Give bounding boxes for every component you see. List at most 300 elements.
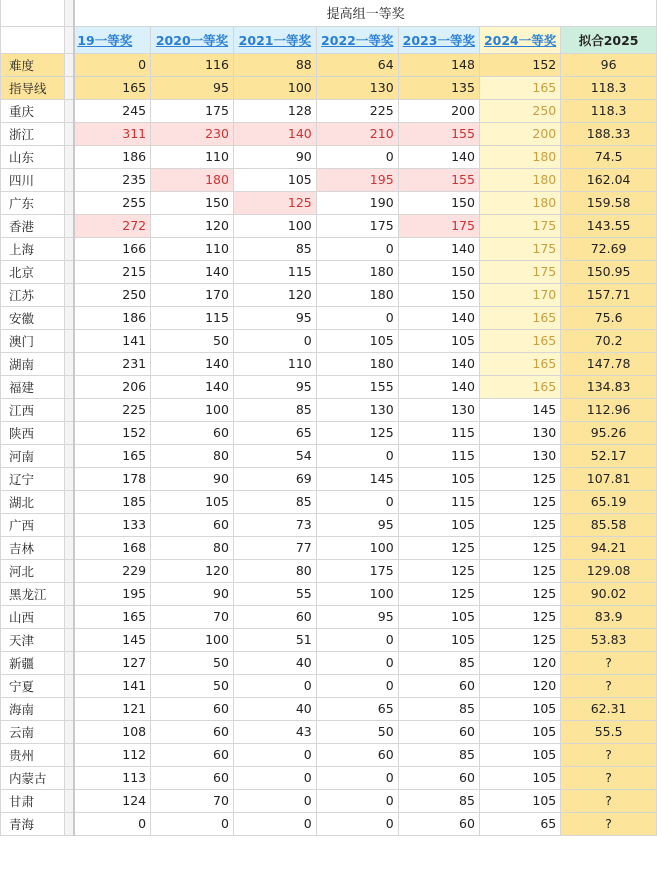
- value-cell[interactable]: 80: [151, 444, 234, 467]
- table-row: [1, 559, 657, 582]
- value-cell[interactable]: 105: [479, 720, 560, 743]
- value-cell[interactable]: 0: [233, 329, 316, 352]
- value-cell[interactable]: 85: [398, 743, 479, 766]
- value-cell[interactable]: 180: [479, 168, 560, 191]
- value-cell[interactable]: 165: [479, 76, 560, 99]
- province-name-cell[interactable]: 云南: [1, 720, 65, 743]
- value-cell[interactable]: 60: [398, 766, 479, 789]
- value-cell[interactable]: 165: [479, 329, 560, 352]
- value-cell[interactable]: 60: [398, 720, 479, 743]
- fit-2025-cell[interactable]: 118.3: [561, 99, 657, 122]
- value-cell[interactable]: 0: [74, 53, 150, 76]
- value-cell[interactable]: 105: [479, 743, 560, 766]
- value-cell[interactable]: 135: [398, 76, 479, 99]
- fit-2025-cell[interactable]: 55.5: [561, 720, 657, 743]
- province-name-cell[interactable]: 重庆: [1, 99, 65, 122]
- value-cell[interactable]: 60: [151, 766, 234, 789]
- value-cell[interactable]: 165: [74, 76, 150, 99]
- value-cell[interactable]: 60: [233, 605, 316, 628]
- corner-cell[interactable]: [1, 26, 65, 53]
- value-cell[interactable]: 0: [233, 674, 316, 697]
- value-cell[interactable]: 113: [74, 766, 150, 789]
- value-cell[interactable]: 80: [151, 536, 234, 559]
- value-cell[interactable]: 0: [316, 651, 398, 674]
- value-cell[interactable]: 105: [151, 490, 234, 513]
- value-cell[interactable]: 120: [479, 674, 560, 697]
- fit-2025-cell[interactable]: 94.21: [561, 536, 657, 559]
- value-cell[interactable]: 125: [479, 605, 560, 628]
- fit-2025-cell[interactable]: 74.5: [561, 145, 657, 168]
- value-cell[interactable]: 141: [74, 329, 150, 352]
- value-cell[interactable]: 125: [398, 559, 479, 582]
- value-cell[interactable]: 229: [74, 559, 150, 582]
- value-cell[interactable]: 105: [479, 766, 560, 789]
- value-cell[interactable]: 124: [74, 789, 150, 812]
- value-cell[interactable]: 272: [74, 214, 150, 237]
- value-cell[interactable]: 0: [316, 789, 398, 812]
- value-cell[interactable]: 180: [479, 145, 560, 168]
- value-cell[interactable]: 100: [233, 76, 316, 99]
- value-cell[interactable]: 145: [74, 628, 150, 651]
- fit-2025-cell[interactable]: 53.83: [561, 628, 657, 651]
- value-cell[interactable]: 125: [479, 513, 560, 536]
- value-cell[interactable]: 0: [233, 766, 316, 789]
- value-cell[interactable]: 141: [74, 674, 150, 697]
- value-cell[interactable]: 165: [74, 444, 150, 467]
- province-name-cell[interactable]: 上海: [1, 237, 65, 260]
- value-cell[interactable]: 60: [151, 743, 234, 766]
- fit-2025-cell[interactable]: 75.6: [561, 306, 657, 329]
- value-cell[interactable]: 70: [151, 789, 234, 812]
- value-cell[interactable]: 140: [398, 306, 479, 329]
- value-cell[interactable]: 128: [233, 99, 316, 122]
- value-cell[interactable]: 50: [151, 329, 234, 352]
- value-cell[interactable]: 85: [398, 651, 479, 674]
- value-cell[interactable]: 150: [398, 283, 479, 306]
- value-cell[interactable]: 51: [233, 628, 316, 651]
- value-cell[interactable]: 112: [74, 743, 150, 766]
- value-cell[interactable]: 116: [151, 53, 234, 76]
- fit-2025-cell[interactable]: 72.69: [561, 237, 657, 260]
- value-cell[interactable]: 168: [74, 536, 150, 559]
- table-row: [1, 651, 657, 674]
- value-cell[interactable]: 90: [233, 145, 316, 168]
- value-cell[interactable]: 43: [233, 720, 316, 743]
- value-cell[interactable]: 231: [74, 352, 150, 375]
- table-row: [1, 283, 657, 306]
- value-cell[interactable]: 150: [151, 191, 234, 214]
- value-cell[interactable]: 165: [479, 306, 560, 329]
- value-cell[interactable]: 120: [233, 283, 316, 306]
- value-cell[interactable]: 170: [479, 283, 560, 306]
- table-row: [1, 513, 657, 536]
- value-cell[interactable]: 206: [74, 375, 150, 398]
- value-cell[interactable]: 125: [479, 467, 560, 490]
- province-name-cell[interactable]: 澳门: [1, 329, 65, 352]
- value-cell[interactable]: 125: [398, 582, 479, 605]
- value-cell[interactable]: 0: [316, 766, 398, 789]
- value-cell[interactable]: 255: [74, 191, 150, 214]
- value-cell[interactable]: 0: [316, 628, 398, 651]
- value-cell[interactable]: 105: [398, 628, 479, 651]
- fit-2025-cell[interactable]: ?: [561, 766, 657, 789]
- value-cell[interactable]: 110: [233, 352, 316, 375]
- value-cell[interactable]: 100: [316, 582, 398, 605]
- corner-cell[interactable]: [1, 0, 65, 26]
- header-row: [1, 26, 657, 53]
- value-cell[interactable]: 125: [479, 536, 560, 559]
- gutter-cell: [65, 398, 75, 421]
- value-cell[interactable]: 175: [479, 260, 560, 283]
- province-name-cell[interactable]: 难度: [1, 53, 65, 76]
- table-row: [1, 605, 657, 628]
- value-cell[interactable]: 133: [74, 513, 150, 536]
- value-cell[interactable]: 100: [151, 628, 234, 651]
- value-cell[interactable]: 105: [398, 513, 479, 536]
- value-cell[interactable]: 77: [233, 536, 316, 559]
- value-cell[interactable]: 95: [151, 76, 234, 99]
- value-cell[interactable]: 95: [233, 375, 316, 398]
- value-cell[interactable]: 230: [151, 122, 234, 145]
- value-cell[interactable]: 65: [479, 812, 560, 835]
- value-cell[interactable]: 250: [479, 99, 560, 122]
- province-name-cell[interactable]: 湖北: [1, 490, 65, 513]
- fit-2025-cell[interactable]: 65.19: [561, 490, 657, 513]
- value-cell[interactable]: 175: [479, 214, 560, 237]
- value-cell[interactable]: 125: [316, 421, 398, 444]
- value-cell[interactable]: 127: [74, 651, 150, 674]
- province-name-cell[interactable]: 河南: [1, 444, 65, 467]
- gutter-cell: [65, 214, 75, 237]
- value-cell[interactable]: 120: [151, 214, 234, 237]
- province-name-cell[interactable]: 山东: [1, 145, 65, 168]
- value-cell[interactable]: 0: [233, 812, 316, 835]
- value-cell[interactable]: 180: [316, 260, 398, 283]
- value-cell[interactable]: 175: [316, 559, 398, 582]
- value-cell[interactable]: 105: [398, 329, 479, 352]
- value-cell[interactable]: 145: [316, 467, 398, 490]
- value-cell[interactable]: 125: [479, 582, 560, 605]
- value-cell[interactable]: 108: [74, 720, 150, 743]
- table-row: [1, 375, 657, 398]
- province-name-cell[interactable]: 宁夏: [1, 674, 65, 697]
- value-cell[interactable]: 245: [74, 99, 150, 122]
- header-2023[interactable]: 2023一等奖: [398, 26, 479, 53]
- value-cell[interactable]: 60: [151, 513, 234, 536]
- fit-2025-cell[interactable]: 62.31: [561, 697, 657, 720]
- value-cell[interactable]: 175: [398, 214, 479, 237]
- value-cell[interactable]: 140: [233, 122, 316, 145]
- value-cell[interactable]: 120: [479, 651, 560, 674]
- value-cell[interactable]: 125: [398, 536, 479, 559]
- province-name-cell[interactable]: 福建: [1, 375, 65, 398]
- value-cell[interactable]: 105: [479, 789, 560, 812]
- value-cell[interactable]: 0: [316, 674, 398, 697]
- fit-2025-cell[interactable]: 118.3: [561, 76, 657, 99]
- value-cell[interactable]: 200: [398, 99, 479, 122]
- value-cell[interactable]: 150: [398, 191, 479, 214]
- value-cell[interactable]: 90: [151, 467, 234, 490]
- province-name-cell[interactable]: 贵州: [1, 743, 65, 766]
- value-cell[interactable]: 65: [316, 697, 398, 720]
- province-name-cell[interactable]: 新疆: [1, 651, 65, 674]
- fit-2025-cell[interactable]: 188.33: [561, 122, 657, 145]
- value-cell[interactable]: 225: [316, 99, 398, 122]
- value-cell[interactable]: 0: [233, 789, 316, 812]
- value-cell[interactable]: 170: [151, 283, 234, 306]
- value-cell[interactable]: 0: [316, 444, 398, 467]
- gutter-cell: [65, 237, 75, 260]
- province-name-cell[interactable]: 四川: [1, 168, 65, 191]
- value-cell[interactable]: 140: [151, 352, 234, 375]
- value-cell[interactable]: 175: [316, 214, 398, 237]
- value-cell[interactable]: 148: [398, 53, 479, 76]
- province-name-cell[interactable]: 吉林: [1, 536, 65, 559]
- value-cell[interactable]: 0: [233, 743, 316, 766]
- fit-2025-cell[interactable]: ?: [561, 651, 657, 674]
- fit-2025-cell[interactable]: 70.2: [561, 329, 657, 352]
- value-cell[interactable]: 95: [233, 306, 316, 329]
- value-cell[interactable]: 186: [74, 306, 150, 329]
- fit-2025-cell[interactable]: 52.17: [561, 444, 657, 467]
- fit-2025-cell[interactable]: 150.95: [561, 260, 657, 283]
- fit-2025-cell[interactable]: 159.58: [561, 191, 657, 214]
- value-cell[interactable]: 150: [398, 260, 479, 283]
- value-cell[interactable]: 0: [316, 490, 398, 513]
- table-row: [1, 122, 657, 145]
- value-cell[interactable]: 0: [74, 812, 150, 835]
- province-name-cell[interactable]: 山西: [1, 605, 65, 628]
- value-cell[interactable]: 215: [74, 260, 150, 283]
- value-cell[interactable]: 85: [233, 237, 316, 260]
- value-cell[interactable]: 125: [479, 490, 560, 513]
- gutter-cell: [65, 720, 75, 743]
- province-name-cell[interactable]: 浙江: [1, 122, 65, 145]
- value-cell[interactable]: 0: [316, 145, 398, 168]
- province-name-cell[interactable]: 内蒙古: [1, 766, 65, 789]
- value-cell[interactable]: 155: [398, 168, 479, 191]
- fit-2025-cell[interactable]: ?: [561, 812, 657, 835]
- value-cell[interactable]: 60: [151, 697, 234, 720]
- value-cell[interactable]: 210: [316, 122, 398, 145]
- table-row: [1, 421, 657, 444]
- value-cell[interactable]: 140: [398, 352, 479, 375]
- value-cell[interactable]: 69: [233, 467, 316, 490]
- province-name-cell[interactable]: 陕西: [1, 421, 65, 444]
- value-cell[interactable]: 140: [398, 237, 479, 260]
- value-cell[interactable]: 180: [316, 352, 398, 375]
- value-cell[interactable]: 130: [316, 398, 398, 421]
- province-name-cell[interactable]: 江苏: [1, 283, 65, 306]
- value-cell[interactable]: 155: [398, 122, 479, 145]
- value-cell[interactable]: 40: [233, 697, 316, 720]
- value-cell[interactable]: 121: [74, 697, 150, 720]
- fit-2025-cell[interactable]: 107.81: [561, 467, 657, 490]
- value-cell[interactable]: 152: [74, 421, 150, 444]
- value-cell[interactable]: 115: [398, 444, 479, 467]
- value-cell[interactable]: 225: [74, 398, 150, 421]
- value-cell[interactable]: 166: [74, 237, 150, 260]
- fit-2025-cell[interactable]: 90.02: [561, 582, 657, 605]
- province-name-cell[interactable]: 江西: [1, 398, 65, 421]
- value-cell[interactable]: 80: [233, 559, 316, 582]
- header-2024[interactable]: 2024一等奖: [479, 26, 560, 53]
- province-name-cell[interactable]: 广东: [1, 191, 65, 214]
- header-2022[interactable]: 2022一等奖: [316, 26, 398, 53]
- fit-2025-cell[interactable]: 157.71: [561, 283, 657, 306]
- value-cell[interactable]: 130: [398, 398, 479, 421]
- value-cell[interactable]: 105: [233, 168, 316, 191]
- value-cell[interactable]: 125: [479, 559, 560, 582]
- value-cell[interactable]: 180: [479, 191, 560, 214]
- value-cell[interactable]: 165: [74, 605, 150, 628]
- value-cell[interactable]: 186: [74, 145, 150, 168]
- header-2019[interactable]: 19一等奖: [74, 26, 150, 53]
- value-cell[interactable]: 175: [151, 99, 234, 122]
- fit-2025-cell[interactable]: 143.55: [561, 214, 657, 237]
- value-cell[interactable]: 178: [74, 467, 150, 490]
- value-cell[interactable]: 105: [316, 329, 398, 352]
- province-name-cell[interactable]: 香港: [1, 214, 65, 237]
- table-row: [1, 720, 657, 743]
- value-cell[interactable]: 120: [151, 559, 234, 582]
- value-cell[interactable]: 165: [479, 352, 560, 375]
- value-cell[interactable]: 50: [151, 651, 234, 674]
- province-name-cell[interactable]: 青海: [1, 812, 65, 835]
- value-cell[interactable]: 195: [74, 582, 150, 605]
- value-cell[interactable]: 110: [151, 145, 234, 168]
- value-cell[interactable]: 130: [479, 444, 560, 467]
- fit-2025-cell[interactable]: 147.78: [561, 352, 657, 375]
- fit-2025-cell[interactable]: 112.96: [561, 398, 657, 421]
- value-cell[interactable]: 180: [151, 168, 234, 191]
- value-cell[interactable]: 60: [398, 674, 479, 697]
- value-cell[interactable]: 0: [151, 812, 234, 835]
- value-cell[interactable]: 311: [74, 122, 150, 145]
- value-cell[interactable]: 115: [233, 260, 316, 283]
- table-row: [1, 53, 657, 76]
- fit-2025-cell[interactable]: 129.08: [561, 559, 657, 582]
- value-cell[interactable]: 250: [74, 283, 150, 306]
- value-cell[interactable]: 125: [233, 191, 316, 214]
- fit-2025-cell[interactable]: ?: [561, 789, 657, 812]
- value-cell[interactable]: 65: [233, 421, 316, 444]
- value-cell[interactable]: 140: [398, 145, 479, 168]
- value-cell[interactable]: 54: [233, 444, 316, 467]
- value-cell[interactable]: 185: [74, 490, 150, 513]
- value-cell[interactable]: 130: [479, 421, 560, 444]
- value-cell[interactable]: 180: [316, 283, 398, 306]
- value-cell[interactable]: 155: [316, 375, 398, 398]
- province-name-cell[interactable]: 河北: [1, 559, 65, 582]
- value-cell[interactable]: 90: [151, 582, 234, 605]
- gutter-cell: [65, 743, 75, 766]
- sheet-title[interactable]: 提高组一等奖: [74, 0, 656, 26]
- value-cell[interactable]: 100: [151, 398, 234, 421]
- province-name-cell[interactable]: 湖南: [1, 352, 65, 375]
- value-cell[interactable]: 0: [316, 237, 398, 260]
- value-cell[interactable]: 195: [316, 168, 398, 191]
- value-cell[interactable]: 50: [151, 674, 234, 697]
- value-cell[interactable]: 105: [479, 697, 560, 720]
- fit-2025-cell[interactable]: 134.83: [561, 375, 657, 398]
- value-cell[interactable]: 85: [398, 697, 479, 720]
- value-cell[interactable]: 235: [74, 168, 150, 191]
- value-cell[interactable]: 55: [233, 582, 316, 605]
- table-row: [1, 260, 657, 283]
- value-cell[interactable]: 85: [398, 789, 479, 812]
- value-cell[interactable]: 100: [233, 214, 316, 237]
- gutter-cell: [65, 490, 75, 513]
- value-cell[interactable]: 145: [479, 398, 560, 421]
- value-cell[interactable]: 60: [151, 421, 234, 444]
- fit-2025-cell[interactable]: 96: [561, 53, 657, 76]
- value-cell[interactable]: 64: [316, 53, 398, 76]
- fit-2025-cell[interactable]: 95.26: [561, 421, 657, 444]
- value-cell[interactable]: 130: [316, 76, 398, 99]
- value-cell[interactable]: 0: [316, 812, 398, 835]
- fit-2025-cell[interactable]: ?: [561, 743, 657, 766]
- value-cell[interactable]: 152: [479, 53, 560, 76]
- province-name-cell[interactable]: 甘肃: [1, 789, 65, 812]
- value-cell[interactable]: 140: [398, 375, 479, 398]
- value-cell[interactable]: 115: [398, 490, 479, 513]
- header-2020[interactable]: 2020一等奖: [151, 26, 234, 53]
- value-cell[interactable]: 0: [316, 306, 398, 329]
- header-fit-2025[interactable]: 拟合2025: [561, 26, 657, 53]
- value-cell[interactable]: 105: [398, 467, 479, 490]
- value-cell[interactable]: 110: [151, 237, 234, 260]
- value-cell[interactable]: 175: [479, 237, 560, 260]
- fit-2025-cell[interactable]: ?: [561, 674, 657, 697]
- value-cell[interactable]: 40: [233, 651, 316, 674]
- value-cell[interactable]: 73: [233, 513, 316, 536]
- value-cell[interactable]: 88: [233, 53, 316, 76]
- province-name-cell[interactable]: 辽宁: [1, 467, 65, 490]
- province-name-cell[interactable]: 广西: [1, 513, 65, 536]
- value-cell[interactable]: 95: [316, 605, 398, 628]
- value-cell[interactable]: 125: [479, 628, 560, 651]
- value-cell[interactable]: 70: [151, 605, 234, 628]
- province-name-cell[interactable]: 北京: [1, 260, 65, 283]
- value-cell[interactable]: 115: [151, 306, 234, 329]
- value-cell[interactable]: 85: [233, 398, 316, 421]
- value-cell[interactable]: 105: [398, 605, 479, 628]
- header-2021[interactable]: 2021一等奖: [233, 26, 316, 53]
- fit-2025-cell[interactable]: 85.58: [561, 513, 657, 536]
- province-name-cell[interactable]: 指导线: [1, 76, 65, 99]
- value-cell[interactable]: 100: [316, 536, 398, 559]
- value-cell[interactable]: 165: [479, 375, 560, 398]
- province-name-cell[interactable]: 安徽: [1, 306, 65, 329]
- fit-2025-cell[interactable]: 162.04: [561, 168, 657, 191]
- value-cell[interactable]: 60: [398, 812, 479, 835]
- province-name-cell[interactable]: 海南: [1, 697, 65, 720]
- value-cell[interactable]: 140: [151, 260, 234, 283]
- value-cell[interactable]: 115: [398, 421, 479, 444]
- value-cell[interactable]: 85: [233, 490, 316, 513]
- value-cell[interactable]: 50: [316, 720, 398, 743]
- province-name-cell[interactable]: 黑龙江: [1, 582, 65, 605]
- value-cell[interactable]: 60: [316, 743, 398, 766]
- fit-2025-cell[interactable]: 83.9: [561, 605, 657, 628]
- value-cell[interactable]: 190: [316, 191, 398, 214]
- value-cell[interactable]: 140: [151, 375, 234, 398]
- value-cell[interactable]: 95: [316, 513, 398, 536]
- province-name-cell[interactable]: 天津: [1, 628, 65, 651]
- value-cell[interactable]: 60: [151, 720, 234, 743]
- value-cell[interactable]: 200: [479, 122, 560, 145]
